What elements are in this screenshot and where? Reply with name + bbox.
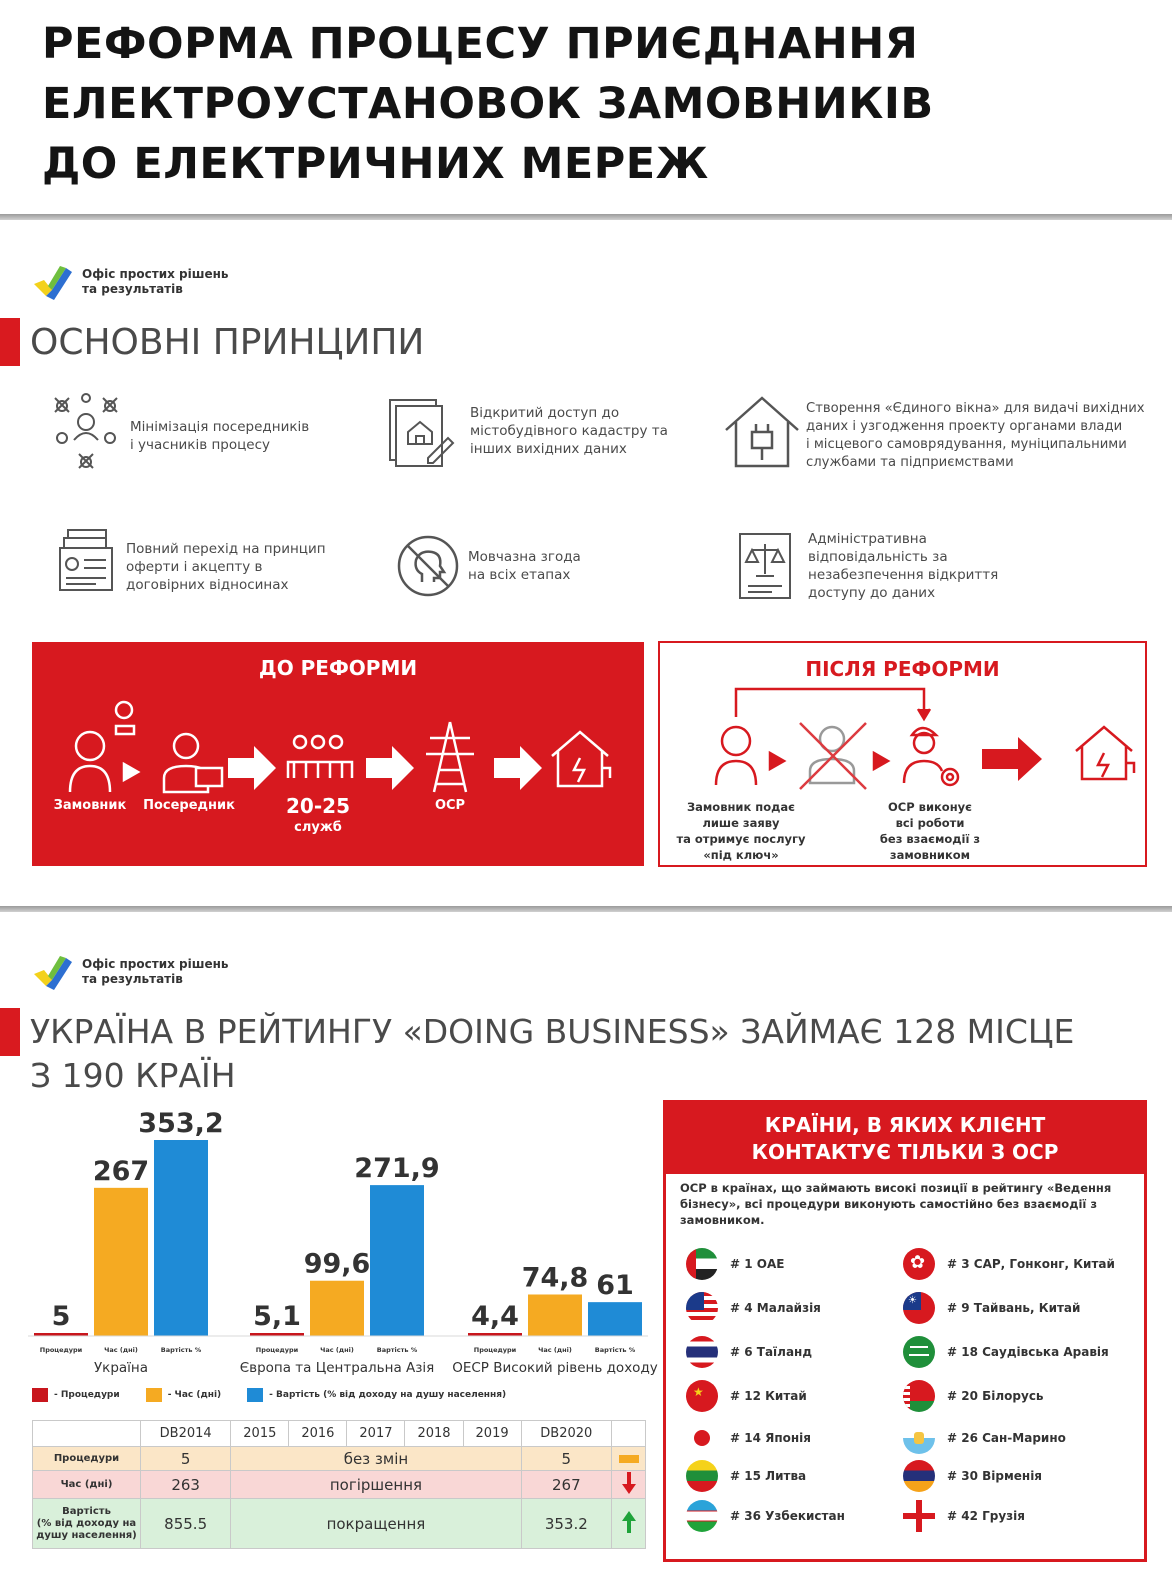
doing-business-chart xyxy=(28,1100,658,1420)
services-count: 20-25 xyxy=(286,794,350,818)
belarus-flag-icon xyxy=(903,1380,935,1412)
people-network-icon xyxy=(50,392,122,472)
chart-bar xyxy=(588,1302,642,1336)
year-cell: 2017 xyxy=(347,1421,405,1447)
title-line-3: ДО ЕЛЕКТРИЧНИХ МЕРЕЖ xyxy=(42,139,709,189)
sub-label: Час (дні) xyxy=(320,1346,354,1354)
country-item xyxy=(903,1500,1025,1532)
country-item xyxy=(903,1336,1109,1368)
small-arrow-icon xyxy=(770,753,784,769)
principle-item xyxy=(50,392,309,472)
table-row xyxy=(33,1499,646,1549)
thailand-flag-icon xyxy=(686,1336,718,1368)
year-cell: 2016 xyxy=(289,1421,347,1447)
crossed-intermediary-icon xyxy=(800,723,866,789)
flat-indicator-icon xyxy=(612,1447,646,1471)
house-plug-icon xyxy=(1076,727,1134,779)
history-table xyxy=(32,1420,646,1549)
sub-label: Час (дні) xyxy=(538,1346,572,1354)
sub-label: Вартість % xyxy=(160,1346,202,1354)
row-label: Процедури xyxy=(33,1447,141,1471)
category-label: ОЕСР Високий рівень доходу xyxy=(452,1360,658,1376)
legend-item xyxy=(247,1388,506,1402)
office-logo xyxy=(32,952,229,992)
principle-text: Адміністративна відповідальність за незабезпечення відкриття доступу до даних xyxy=(808,531,999,601)
indicator-header xyxy=(612,1421,646,1447)
saudi-flag-icon xyxy=(903,1336,935,1368)
sub-label: Вартість % xyxy=(376,1346,418,1354)
year-cell: 2018 xyxy=(405,1421,463,1447)
after-reform-title: ПІСЛЯ РЕФОРМИ xyxy=(805,657,1000,681)
country-label: # 14 Японія xyxy=(730,1431,811,1445)
malaysia-flag-icon xyxy=(686,1292,718,1324)
country-item xyxy=(686,1460,806,1492)
principle-text: Мінімізація посередників і учасників процесу xyxy=(130,419,310,453)
trend-text: покращення xyxy=(231,1499,521,1549)
principle-text: Відкритий доступ до містобудівного кадастру та інших вихідних даних xyxy=(470,405,668,457)
arrow-right-icon xyxy=(494,746,542,790)
countries-title: КРАЇНИ, В ЯКИХ КЛІЄНТ КОНТАКТУЄ ТІЛЬКИ З ОСР xyxy=(666,1103,1144,1174)
principle-item xyxy=(396,534,581,598)
trend-text: погіршення xyxy=(231,1471,521,1499)
legend-swatch xyxy=(247,1388,263,1402)
legend-swatch xyxy=(32,1388,48,1402)
small-arrow-icon xyxy=(874,753,888,769)
arrow-down-icon xyxy=(612,1471,646,1499)
start-value: 263 xyxy=(141,1471,231,1499)
country-label: # 1 ОАЕ xyxy=(730,1257,785,1271)
country-item xyxy=(903,1380,1044,1412)
sub-label: Процедури xyxy=(255,1346,299,1354)
before-reform-panel xyxy=(32,642,644,866)
data-label: 267 xyxy=(92,1155,150,1187)
money-icon xyxy=(116,702,134,734)
year-cell: DB2014 xyxy=(141,1421,231,1447)
principle-text: Мовчазна згода на всіх етапах xyxy=(468,549,581,583)
country-item xyxy=(686,1336,812,1368)
logo-line-2: та результатів xyxy=(82,972,183,986)
category-label: Європа та Центральна Азія xyxy=(239,1360,435,1376)
country-label: # 26 Сан-Марино xyxy=(947,1431,1066,1445)
table-header-row xyxy=(33,1421,646,1447)
country-label: # 30 Вірменія xyxy=(947,1469,1043,1483)
country-item xyxy=(686,1292,821,1324)
chart-bar xyxy=(94,1188,148,1336)
small-arrow-icon xyxy=(124,764,138,780)
house-plug-icon xyxy=(552,732,610,786)
legend-label: - Процедури xyxy=(54,1390,120,1400)
legend-label: - Вартість (% від доходу на душу населення) xyxy=(269,1390,507,1400)
lithuania-flag-icon xyxy=(686,1460,718,1492)
silent-consent-icon xyxy=(396,534,460,598)
countries-panel xyxy=(663,1100,1147,1562)
legend-label: - Час (дні) xyxy=(167,1390,222,1400)
osr-worker-icon xyxy=(904,728,958,785)
country-label: # 42 Грузія xyxy=(947,1509,1025,1523)
chart-bar xyxy=(310,1281,364,1336)
year-cell: 2019 xyxy=(463,1421,521,1447)
japan-flag-icon xyxy=(686,1422,718,1454)
principles-title: ОСНОВНІ ПРИНЦИПИ xyxy=(30,322,425,363)
contract-stack-icon xyxy=(56,526,116,596)
office-logo-icon xyxy=(32,262,74,302)
hongkong-flag-icon: ✿ xyxy=(903,1248,935,1280)
section-marker xyxy=(0,1008,20,1056)
main-title xyxy=(42,14,1142,194)
trend-text: без змін xyxy=(231,1447,521,1471)
data-label: 5,1 xyxy=(253,1301,301,1332)
end-value: 267 xyxy=(521,1471,611,1499)
section-marker xyxy=(0,318,20,366)
data-label: 99,6 xyxy=(303,1248,371,1280)
country-item xyxy=(686,1248,784,1280)
country-label: # 18 Саудівська Аравія xyxy=(947,1345,1109,1359)
services-label: служб xyxy=(294,820,342,835)
year-cell: 2015 xyxy=(231,1421,289,1447)
data-label: 271,9 xyxy=(354,1153,440,1185)
logo-line-1: Офіс простих рішень xyxy=(82,957,229,971)
category-label: Україна xyxy=(93,1360,149,1376)
intermediary-icon xyxy=(164,734,222,792)
country-label: # 6 Таїланд xyxy=(730,1345,813,1359)
principle-text: Повний перехід на принцип оферти і акцепту в договірних відносинах xyxy=(126,541,326,593)
legal-document-icon xyxy=(736,530,794,602)
logo-line-1: Офіс простих рішень xyxy=(82,267,229,281)
country-item xyxy=(903,1248,1115,1280)
row-label: Час (дні) xyxy=(33,1471,141,1499)
country-label: # 4 Малайзія xyxy=(730,1301,821,1315)
sub-label: Час (дні) xyxy=(104,1346,138,1354)
start-value: 855.5 xyxy=(141,1499,231,1549)
data-label: 74,8 xyxy=(521,1262,589,1294)
country-label: # 15 Литва xyxy=(730,1469,807,1483)
data-label: 353,2 xyxy=(138,1108,224,1139)
power-tower-icon xyxy=(426,722,474,792)
arrow-up-icon xyxy=(612,1499,646,1549)
intermediary-label: Посередник xyxy=(143,798,235,813)
cadastre-document-icon xyxy=(386,396,458,468)
customer-label: Замовник xyxy=(53,798,127,813)
country-item xyxy=(903,1292,1080,1324)
office-logo xyxy=(32,262,229,302)
logo-line-2: та результатів xyxy=(82,282,183,296)
country-item xyxy=(686,1380,807,1412)
data-label: 61 xyxy=(596,1270,634,1302)
chart-bar xyxy=(154,1140,208,1336)
osr-label: ОСР xyxy=(434,798,466,813)
office-logo-icon xyxy=(32,952,74,992)
rating-title: УКРАЇНА В РЕЙТИНГУ «DOING BUSINESS» ЗАЙМАЄ 128 МІСЦЕ З 190 КРАЇН xyxy=(30,1012,1075,1095)
principle-item xyxy=(56,526,326,596)
sanmarino-flag-icon xyxy=(903,1422,935,1454)
arrow-right-icon xyxy=(228,746,276,790)
country-label: # 9 Тайвань, Китай xyxy=(947,1301,1081,1315)
legend-item xyxy=(32,1388,120,1402)
country-label: # 36 Узбекистан xyxy=(730,1509,845,1523)
legend-item xyxy=(146,1388,221,1402)
country-item xyxy=(686,1500,845,1532)
principle-item xyxy=(722,394,1145,472)
services-group-icon xyxy=(288,736,352,778)
countries-description: ОСР в країнах, що займають високі позиції в рейтингу «Ведення бізнесу», всі процедури виконують самостійно без взаємодії з замовником. xyxy=(680,1181,1112,1227)
principle-item xyxy=(386,396,668,468)
arrow-right-icon xyxy=(982,737,1042,781)
end-value: 353.2 xyxy=(521,1499,611,1549)
house-plug-icon xyxy=(722,394,802,470)
table-corner xyxy=(33,1421,141,1447)
principle-item xyxy=(736,530,998,602)
georgia-flag-icon xyxy=(903,1500,935,1532)
row-label: Вартість (% від доходу на душу населення) xyxy=(33,1499,141,1549)
arrow-right-icon xyxy=(366,746,414,790)
customer-icon xyxy=(70,732,110,792)
data-label: 4,4 xyxy=(471,1301,519,1332)
country-label: # 20 Білорусь xyxy=(947,1389,1044,1403)
table-row xyxy=(33,1447,646,1471)
country-label: # 12 Китай xyxy=(730,1389,807,1403)
country-item xyxy=(686,1422,811,1454)
country-item xyxy=(903,1422,1066,1454)
china-flag-icon: ★ xyxy=(686,1380,718,1412)
uzbekistan-flag-icon xyxy=(686,1500,718,1532)
country-item xyxy=(903,1460,1042,1492)
legend-swatch xyxy=(146,1388,162,1402)
bypass-arrowhead xyxy=(918,709,930,719)
customer-note: Замовник подає лише заяву та отримує послугу «під ключ» xyxy=(676,800,806,862)
customer-icon xyxy=(716,727,756,785)
principle-text: Створення «Єдиного вікна» для видачі вихідних даних і узгодження проекту органами влади і місцевого самоврядування, муніципальними службами та підприємствами xyxy=(806,401,1145,470)
armenia-flag-icon xyxy=(903,1460,935,1492)
taiwan-flag-icon: ☀ xyxy=(903,1292,935,1324)
country-label: # 3 САР, Гонконг, Китай xyxy=(947,1257,1115,1271)
before-reform-title: ДО РЕФОРМИ xyxy=(258,656,418,680)
start-value: 5 xyxy=(141,1447,231,1471)
year-cell: DB2020 xyxy=(521,1421,611,1447)
title-line-2: ЕЛЕКТРОУСТАНОВОК ЗАМОВНИКІВ xyxy=(42,79,934,129)
after-reform-panel xyxy=(658,641,1147,867)
uae-flag-icon xyxy=(686,1248,718,1280)
chart-bar xyxy=(370,1185,424,1336)
data-label: 5 xyxy=(51,1301,71,1332)
section-divider xyxy=(0,906,1172,912)
chart-bar xyxy=(528,1294,582,1336)
osr-note: ОСР виконує всі роботи без взаємодії з замовником xyxy=(879,800,981,862)
sub-label: Процедури xyxy=(473,1346,517,1354)
chart-legend xyxy=(32,1388,506,1402)
sub-label: Вартість % xyxy=(594,1346,636,1354)
table-row xyxy=(33,1471,646,1499)
title-line-1: РЕФОРМА ПРОЦЕСУ ПРИЄДНАННЯ xyxy=(42,19,919,69)
section-divider xyxy=(0,214,1172,220)
sub-label: Процедури xyxy=(39,1346,83,1354)
end-value: 5 xyxy=(521,1447,611,1471)
bypass-line xyxy=(736,689,924,717)
